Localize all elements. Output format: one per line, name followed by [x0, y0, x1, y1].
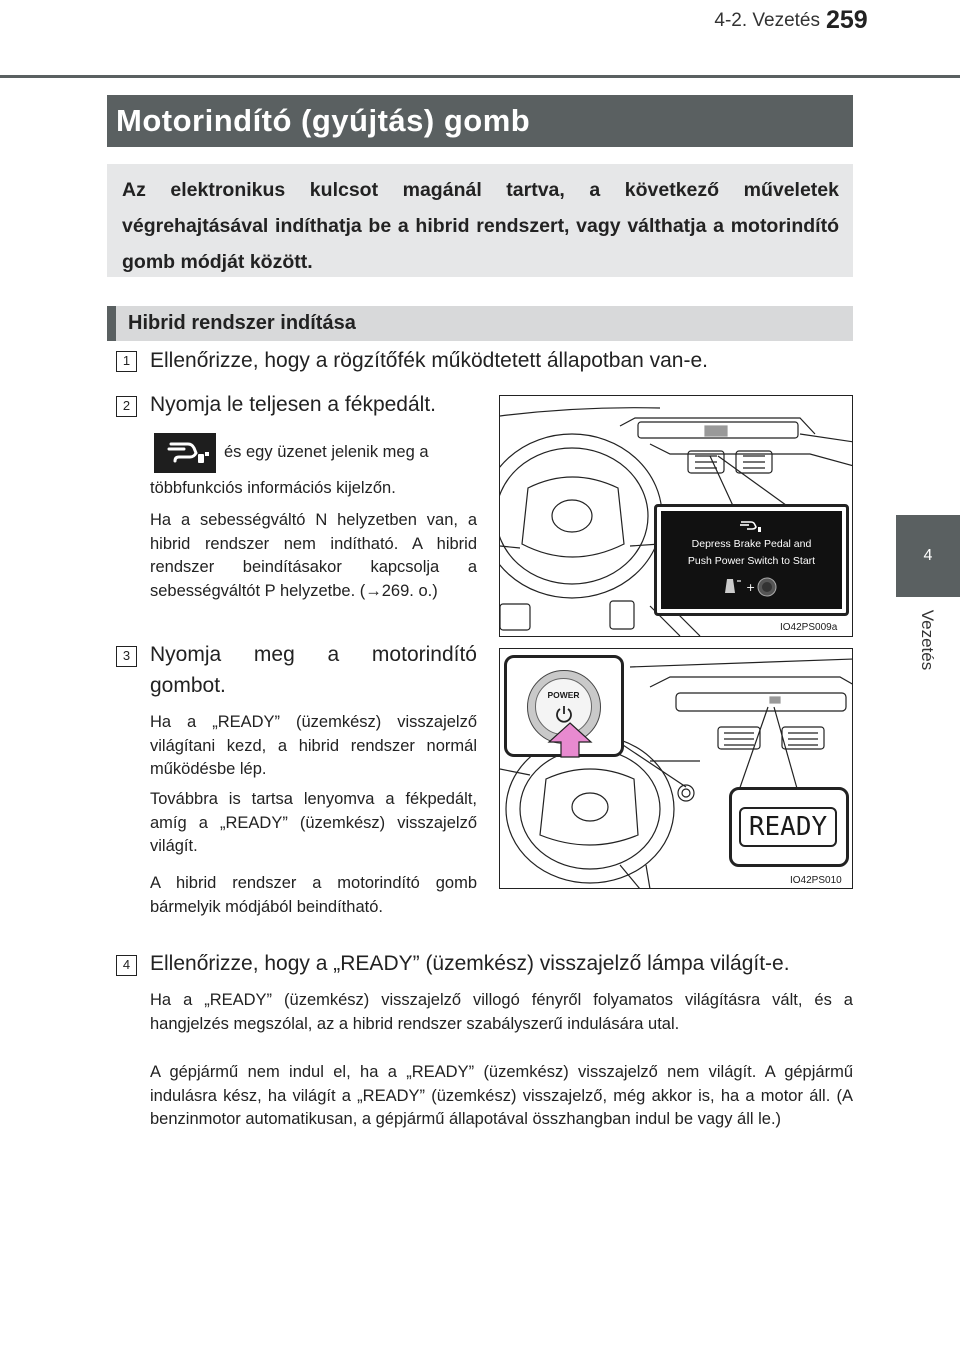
step-number-3: 3	[116, 646, 137, 667]
chapter-tab-label	[912, 600, 942, 690]
step-3-text-line-2: gombot.	[150, 674, 226, 697]
chapter-tab[interactable]: 4	[896, 515, 960, 597]
brake-pedal-warning-icon	[154, 433, 216, 473]
step-number-1: 1	[116, 351, 137, 372]
intro-box: Az elektronikus kulcsot magánál tartva, a következő műveletek végrehajtásával indíthatja be a hibrid rendszert, vagy válthatja a motorindító gomb módját között.	[107, 164, 853, 277]
step-number-4: 4	[116, 955, 137, 976]
illustration-power-ready	[499, 648, 853, 889]
step-4-note-sound: Ha a „READY” (üzemkész) visszajelző villogó fényről folyamatos világításra vált, és a hangjelzés megszólal, az a hibrid rendszer szabályszerű indulására utal.	[150, 991, 853, 1033]
step-2-note-gear: Ha a sebességváltó N helyzetben van, a hibrid rendszer nem indítható. A hibrid rendszer beindításakor kapcsolja a sebességváltót P helyzetbe. (→269. o.)	[150, 511, 477, 600]
ready-indicator-callout	[729, 787, 849, 867]
illustration-brake-message	[499, 395, 853, 637]
section-title: 4-2. Vezetés	[714, 10, 820, 31]
step-4-note-not-move: A gépjármű nem indul el, ha a „READY” (üzemkész) visszajelző nem világít. A gépjármű indulásra kész, ha világít a „READY” (üzemkész) visszajelző, még akkor is, ha a motor áll. (A benzinmotor automatikusan, a gépjármű állapotával összhangban indul be vagy áll le.)	[150, 1063, 853, 1128]
svg-text:+: +	[746, 581, 756, 594]
step-2-text: Nyomja le teljesen a fékpedált.	[150, 393, 436, 416]
power-button-callout	[504, 655, 624, 757]
step-4-text: Ellenőrizze, hogy a „READY” (üzemkész) visszajelző lámpa világít-e.	[150, 952, 790, 975]
power-button-label: POWER	[547, 690, 580, 700]
display-line-1: Depress Brake Pedal and	[691, 538, 812, 550]
step-2-note-inline: és egy üzenet jelenik meg a	[224, 443, 429, 461]
subheading: Hibrid rendszer indítása	[107, 306, 853, 341]
page-number: 259	[826, 6, 868, 34]
header-rule	[0, 75, 960, 78]
step-1-text: Ellenőrizze, hogy a rögzítőfék működtetett állapotban van-e.	[150, 349, 708, 372]
page-title: Motorindító (gyújtás) gomb	[107, 95, 853, 147]
illustration-code-2: IO42PS010	[790, 875, 842, 886]
display-pedal-plus-switch-icon	[721, 575, 783, 604]
illustration-code-1: IO42PS009a	[780, 622, 838, 633]
press-arrow-icon	[547, 722, 593, 763]
chapter-label-text: Vezetés	[918, 609, 937, 671]
step-3-text-line-1: Nyomja meg a motorindító	[150, 643, 477, 666]
step-3-note-hold-brake: Továbbra is tartsa lenyomva a fékpedált, amíg a „READY” (üzemkész) visszajelző világít.	[150, 790, 477, 855]
multi-info-display	[661, 511, 842, 609]
step-3-note-any-mode: A hibrid rendszer a motorindító gomb bármelyik módjából beindítható.	[150, 874, 477, 916]
display-callout	[654, 504, 849, 616]
step-2-note-display: többfunkciós információs kijelzőn.	[150, 479, 396, 497]
step-3-note-ready: Ha a „READY” (üzemkész) visszajelző világítani kezd, a hibrid rendszer normál működésbe lép.	[150, 713, 477, 778]
ready-indicator: READY	[739, 807, 837, 847]
display-brake-icon	[737, 517, 767, 540]
step-number-2: 2	[116, 396, 137, 417]
display-line-2: Push Power Switch to Start	[687, 555, 816, 567]
